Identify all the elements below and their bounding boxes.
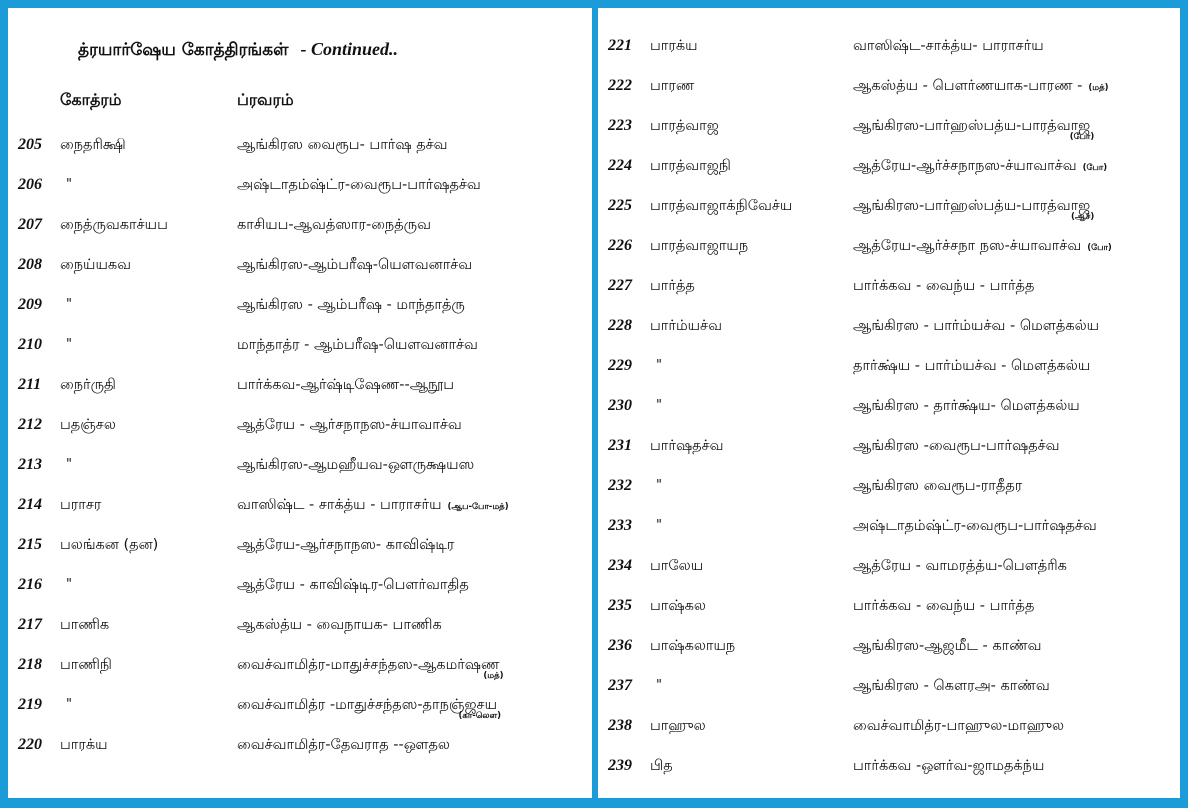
ditto-mark: " <box>656 398 662 413</box>
pravara-text: ஆங்கிரஸ -வைரூப-பார்ஷதச்வ <box>853 438 1060 454</box>
pravara-cell <box>237 454 474 476</box>
gotra-name: பாரத்வாஜாக்நிவேச்ய <box>650 198 793 214</box>
table-row <box>598 35 1180 57</box>
pravara-cell <box>237 374 454 396</box>
gotra-name: பாணிநி <box>60 657 112 673</box>
pravara-cell <box>237 174 481 196</box>
row-number: 226 <box>608 237 632 254</box>
pravara-cell <box>853 35 1044 57</box>
pravara-cell <box>853 715 1064 737</box>
pravara-text: ஆங்கிரஸ-ஆஜமீட - காண்வ <box>853 638 1042 654</box>
pravara-cell <box>853 435 1060 457</box>
row-number: 239 <box>608 757 632 774</box>
row-number: 229 <box>608 357 632 374</box>
table-row <box>598 595 1180 617</box>
source-note: (மத்) <box>1088 83 1109 93</box>
pravara-cell <box>237 494 509 518</box>
table-row <box>8 694 592 721</box>
table-row <box>8 734 592 756</box>
row-number: 224 <box>608 157 632 174</box>
row-number: 206 <box>18 176 42 193</box>
row-number: 232 <box>608 477 632 494</box>
pravara-text: ஆகஸ்த்ய - பௌர்ணயாக-பாரண - <box>853 78 1083 94</box>
row-number: 227 <box>608 277 632 294</box>
table-row <box>8 414 592 436</box>
gotra-name: பாரத்வாஜநி <box>650 158 731 174</box>
table-row <box>598 155 1180 177</box>
pravara-text: ஆங்கிரஸ - தார்க்ஷ்ய- மௌத்கல்ய <box>853 398 1080 414</box>
row-number: 210 <box>18 336 42 353</box>
ditto-mark: " <box>66 297 72 312</box>
table-row <box>598 675 1180 697</box>
pravara-text: ஆத்ரேய - ஆர்சநாநஸ-ச்யாவாச்வ <box>237 417 462 433</box>
pravara-cell <box>853 155 1107 179</box>
pravara-text: ஆங்கிரஸ வைரூப- பார்ஷ தச்வ <box>237 137 448 153</box>
row-number: 218 <box>18 656 42 673</box>
pravara-cell <box>237 574 469 596</box>
pravara-cell <box>853 115 1095 142</box>
pravara-cell <box>237 214 431 236</box>
row-number: 233 <box>608 517 632 534</box>
pravara-text: வாஸிஷ்ட - சாக்த்ய - பாராசர்ய <box>237 497 442 513</box>
title-suffix: - Continued.. <box>300 39 399 59</box>
row-number: 228 <box>608 317 632 334</box>
gotra-name: பார்ம்யச்வ <box>650 318 722 334</box>
gotra-name: பாணிக <box>60 617 110 633</box>
pravara-text: காசியப-ஆவத்ஸார-நைத்ருவ <box>237 217 431 233</box>
pravara-cell <box>853 195 1095 222</box>
table-row <box>598 275 1180 297</box>
gotra-name: பதஞ்சல <box>60 417 116 433</box>
pravara-cell <box>853 315 1099 337</box>
pravara-cell <box>237 134 448 156</box>
row-number: 238 <box>608 717 632 734</box>
ditto-mark: " <box>656 678 662 693</box>
pravara-text: ஆத்ரேய-ஆர்சநாநஸ- காவிஷ்டிர <box>237 537 455 553</box>
source-note: (கா-லௌ) <box>458 711 502 721</box>
ditto-mark: " <box>656 518 662 533</box>
gotra-name: பாலேய <box>650 558 704 574</box>
pravara-text: பார்க்கவ - வைந்ய - பார்த்த <box>853 598 1035 614</box>
pravara-cell <box>853 395 1080 417</box>
column-header-pravara: ப்ரவரம் <box>237 90 294 109</box>
ditto-mark: " <box>66 577 72 592</box>
table-row <box>598 355 1180 377</box>
pravara-text: ஆங்கிரஸ-பார்ஹஸ்பத்ய-பாரத்வாஜ <box>853 118 1091 134</box>
table-row <box>8 214 592 236</box>
gotra-name: பித <box>650 758 673 774</box>
pravara-text: வைச்வாமித்ர-பாஹுல-மாஹுல <box>853 718 1065 734</box>
pravara-text: பார்க்கவ - வைந்ய - பார்த்த <box>853 278 1035 294</box>
pravara-text: ஆத்ரேய - வாமரத்த்ய-பௌத்ரிக <box>853 558 1067 574</box>
row-number: 221 <box>608 37 632 54</box>
pravara-cell <box>237 254 472 276</box>
ditto-mark: " <box>656 358 662 373</box>
table-row <box>598 635 1180 657</box>
source-note: (போ) <box>1087 243 1112 253</box>
table-row <box>8 374 592 396</box>
row-number: 234 <box>608 557 632 574</box>
left-page <box>8 8 592 798</box>
pravara-cell <box>853 675 1050 697</box>
row-number: 207 <box>18 216 42 233</box>
row-number: 223 <box>608 117 632 134</box>
row-number: 211 <box>18 376 42 393</box>
row-number: 230 <box>608 397 632 414</box>
row-number: 225 <box>608 197 632 214</box>
gotra-name: பாரத்வாஜ <box>650 118 719 134</box>
ditto-mark: " <box>656 478 662 493</box>
page-title <box>78 36 398 62</box>
table-row <box>8 494 592 516</box>
row-number: 209 <box>18 296 42 313</box>
pravara-cell <box>853 555 1067 577</box>
table-row <box>8 254 592 276</box>
ditto-mark: " <box>66 177 72 192</box>
table-row <box>8 614 592 636</box>
pravara-cell <box>237 734 450 756</box>
table-row <box>8 454 592 476</box>
table-row <box>598 475 1180 497</box>
gotra-name: பாஷ்கல <box>650 598 706 614</box>
row-number: 222 <box>608 77 632 94</box>
row-number: 235 <box>608 597 632 614</box>
pravara-cell <box>853 235 1112 259</box>
right-page <box>598 8 1180 798</box>
pravara-text: ஆங்கிரஸ வைரூப-ராதீதர <box>853 478 1023 494</box>
gotra-name: பாஷ்கலாயந <box>650 638 736 654</box>
table-row <box>598 75 1180 97</box>
pravara-text: பார்க்கவ -ஔர்வ-ஜாமதக்ந்ய <box>853 758 1045 774</box>
pravara-cell <box>237 414 462 436</box>
gotra-name: நைத்ருவகாச்யப <box>60 217 168 233</box>
source-note: (போ) <box>1082 163 1108 173</box>
pravara-text: ஆங்கிரஸ - கௌரஅ- காண்வ <box>853 678 1050 694</box>
gotra-name: பாரக்ய <box>60 737 108 753</box>
gotra-name: பலங்கன (தன) <box>60 537 159 553</box>
table-row <box>8 134 592 156</box>
pravara-text: வைச்வாமித்ர-தேவராத --ஔதல <box>237 737 450 753</box>
gotra-name: பாஹுல <box>650 718 706 734</box>
pravara-cell <box>853 635 1042 657</box>
table-row <box>598 515 1180 537</box>
pravara-cell <box>853 515 1097 537</box>
table-row <box>598 195 1180 222</box>
source-note: (மத்) <box>483 671 504 681</box>
ditto-mark: " <box>66 457 72 472</box>
table-row <box>8 574 592 596</box>
ditto-mark: " <box>66 337 72 352</box>
pravara-cell <box>237 614 442 636</box>
pravara-cell <box>237 654 504 681</box>
table-row <box>598 755 1180 777</box>
gotra-name: பார்த்த <box>650 278 695 294</box>
gotra-name: பாரக்ய <box>650 38 698 54</box>
pravara-cell <box>853 355 1090 377</box>
pravara-text: அஷ்டாதம்ஷ்ட்ர-வைரூப-பார்ஷதச்வ <box>853 518 1097 534</box>
table-row <box>8 334 592 356</box>
row-number: 214 <box>18 496 42 513</box>
row-number: 215 <box>18 536 42 553</box>
row-number: 219 <box>18 696 42 713</box>
gotra-name: பார்ஷதச்வ <box>650 438 724 454</box>
pravara-cell <box>853 475 1022 497</box>
pravara-cell <box>853 595 1034 617</box>
pravara-text: வைச்வாமித்ர -மாதுச்சந்தஸ-தாநஞ்ஜசய <box>237 697 498 713</box>
pravara-text: ஆத்ரேய-ஆர்ச்சநா நஸ-ச்யாவாச்வ <box>853 238 1082 254</box>
table-row <box>8 294 592 316</box>
row-number: 205 <box>18 136 42 153</box>
pravara-text: மாந்தாத்ர - ஆம்பரீஷ-யௌவனாச்வ <box>237 337 478 353</box>
gotra-name: பாரண <box>650 78 695 94</box>
pravara-text: ஆகஸ்த்ய - வைநாயக- பாணிக <box>237 617 442 633</box>
ditto-mark: " <box>66 697 72 712</box>
row-number: 237 <box>608 677 632 694</box>
pravara-cell <box>237 334 478 356</box>
pravara-cell <box>853 275 1034 297</box>
pravara-cell <box>237 694 502 721</box>
pravara-text: ஆத்ரேய-ஆர்ச்சநாநஸ-ச்யாவாச்வ <box>853 158 1077 174</box>
table-row <box>598 395 1180 417</box>
table-row <box>8 174 592 196</box>
pravara-cell <box>853 75 1109 99</box>
row-number: 236 <box>608 637 632 654</box>
pravara-cell <box>237 294 465 316</box>
table-row <box>598 115 1180 142</box>
table-row <box>8 534 592 556</box>
pravara-cell <box>237 534 454 556</box>
table-row <box>598 435 1180 457</box>
source-note: (போ) <box>1069 132 1095 142</box>
table-row <box>8 654 592 681</box>
gotra-name: நைய்யகவ <box>60 257 132 273</box>
table-row <box>598 555 1180 577</box>
pravara-text: ஆங்கிரஸ-ஆமஹீயவ-ஔருக்ஷயஸ <box>237 457 475 473</box>
title-main: த்ரயார்ஷேய கோத்திரங்கள் <box>78 40 289 60</box>
pravara-text: ஆங்கிரஸ-ஆம்பரீஷ-யௌவனாச்வ <box>237 257 473 273</box>
pravara-text: ஆங்கிரஸ - ஆம்பரீஷ - மாந்தாத்ரு <box>237 297 465 313</box>
table-row <box>598 715 1180 737</box>
row-number: 213 <box>18 456 42 473</box>
pravara-cell <box>853 755 1044 777</box>
column-header-gotra: கோத்ரம் <box>60 90 122 109</box>
gotra-name: நைதரிக்ஷி <box>60 137 126 153</box>
gotra-name: பராசர <box>60 497 102 513</box>
table-row <box>598 315 1180 337</box>
table-row <box>598 235 1180 257</box>
row-number: 231 <box>608 437 632 454</box>
row-number: 212 <box>18 416 42 433</box>
row-number: 208 <box>18 256 42 273</box>
pravara-text: அஷ்டாதம்ஷ்ட்ர-வைரூப-பார்ஷதச்வ <box>237 177 481 193</box>
pravara-text: ஆங்கிரஸ-பார்ஹஸ்பத்ய-பாரத்வாஜ <box>853 198 1091 214</box>
row-number: 216 <box>18 576 42 593</box>
source-note: (ஆப-போ-மத்) <box>447 502 509 512</box>
pravara-text: வாஸிஷ்ட-சாக்த்ய- பாராசர்ய <box>853 38 1044 54</box>
source-note: (ஆச்) <box>1071 212 1095 222</box>
pravara-text: ஆங்கிரஸ - பார்ம்யச்வ - மௌத்கல்ய <box>853 318 1100 334</box>
pravara-text: ஆத்ரேய - காவிஷ்டிர-பௌர்வாதித <box>237 577 469 593</box>
row-number: 217 <box>18 616 42 633</box>
pravara-text: வைச்வாமித்ர-மாதுச்சந்தஸ-ஆகமர்ஷண <box>237 657 500 673</box>
gotra-name: நைர்ருதி <box>60 377 116 393</box>
pravara-text: தார்க்ஷ்ய - பார்ம்யச்வ - மௌத்கல்ய <box>853 358 1091 374</box>
pravara-text: பார்க்கவ-ஆர்ஷ்டிஷேண--ஆநூப <box>237 377 455 393</box>
row-number: 220 <box>18 736 42 753</box>
gotra-name: பாரத்வாஜாயந <box>650 238 749 254</box>
